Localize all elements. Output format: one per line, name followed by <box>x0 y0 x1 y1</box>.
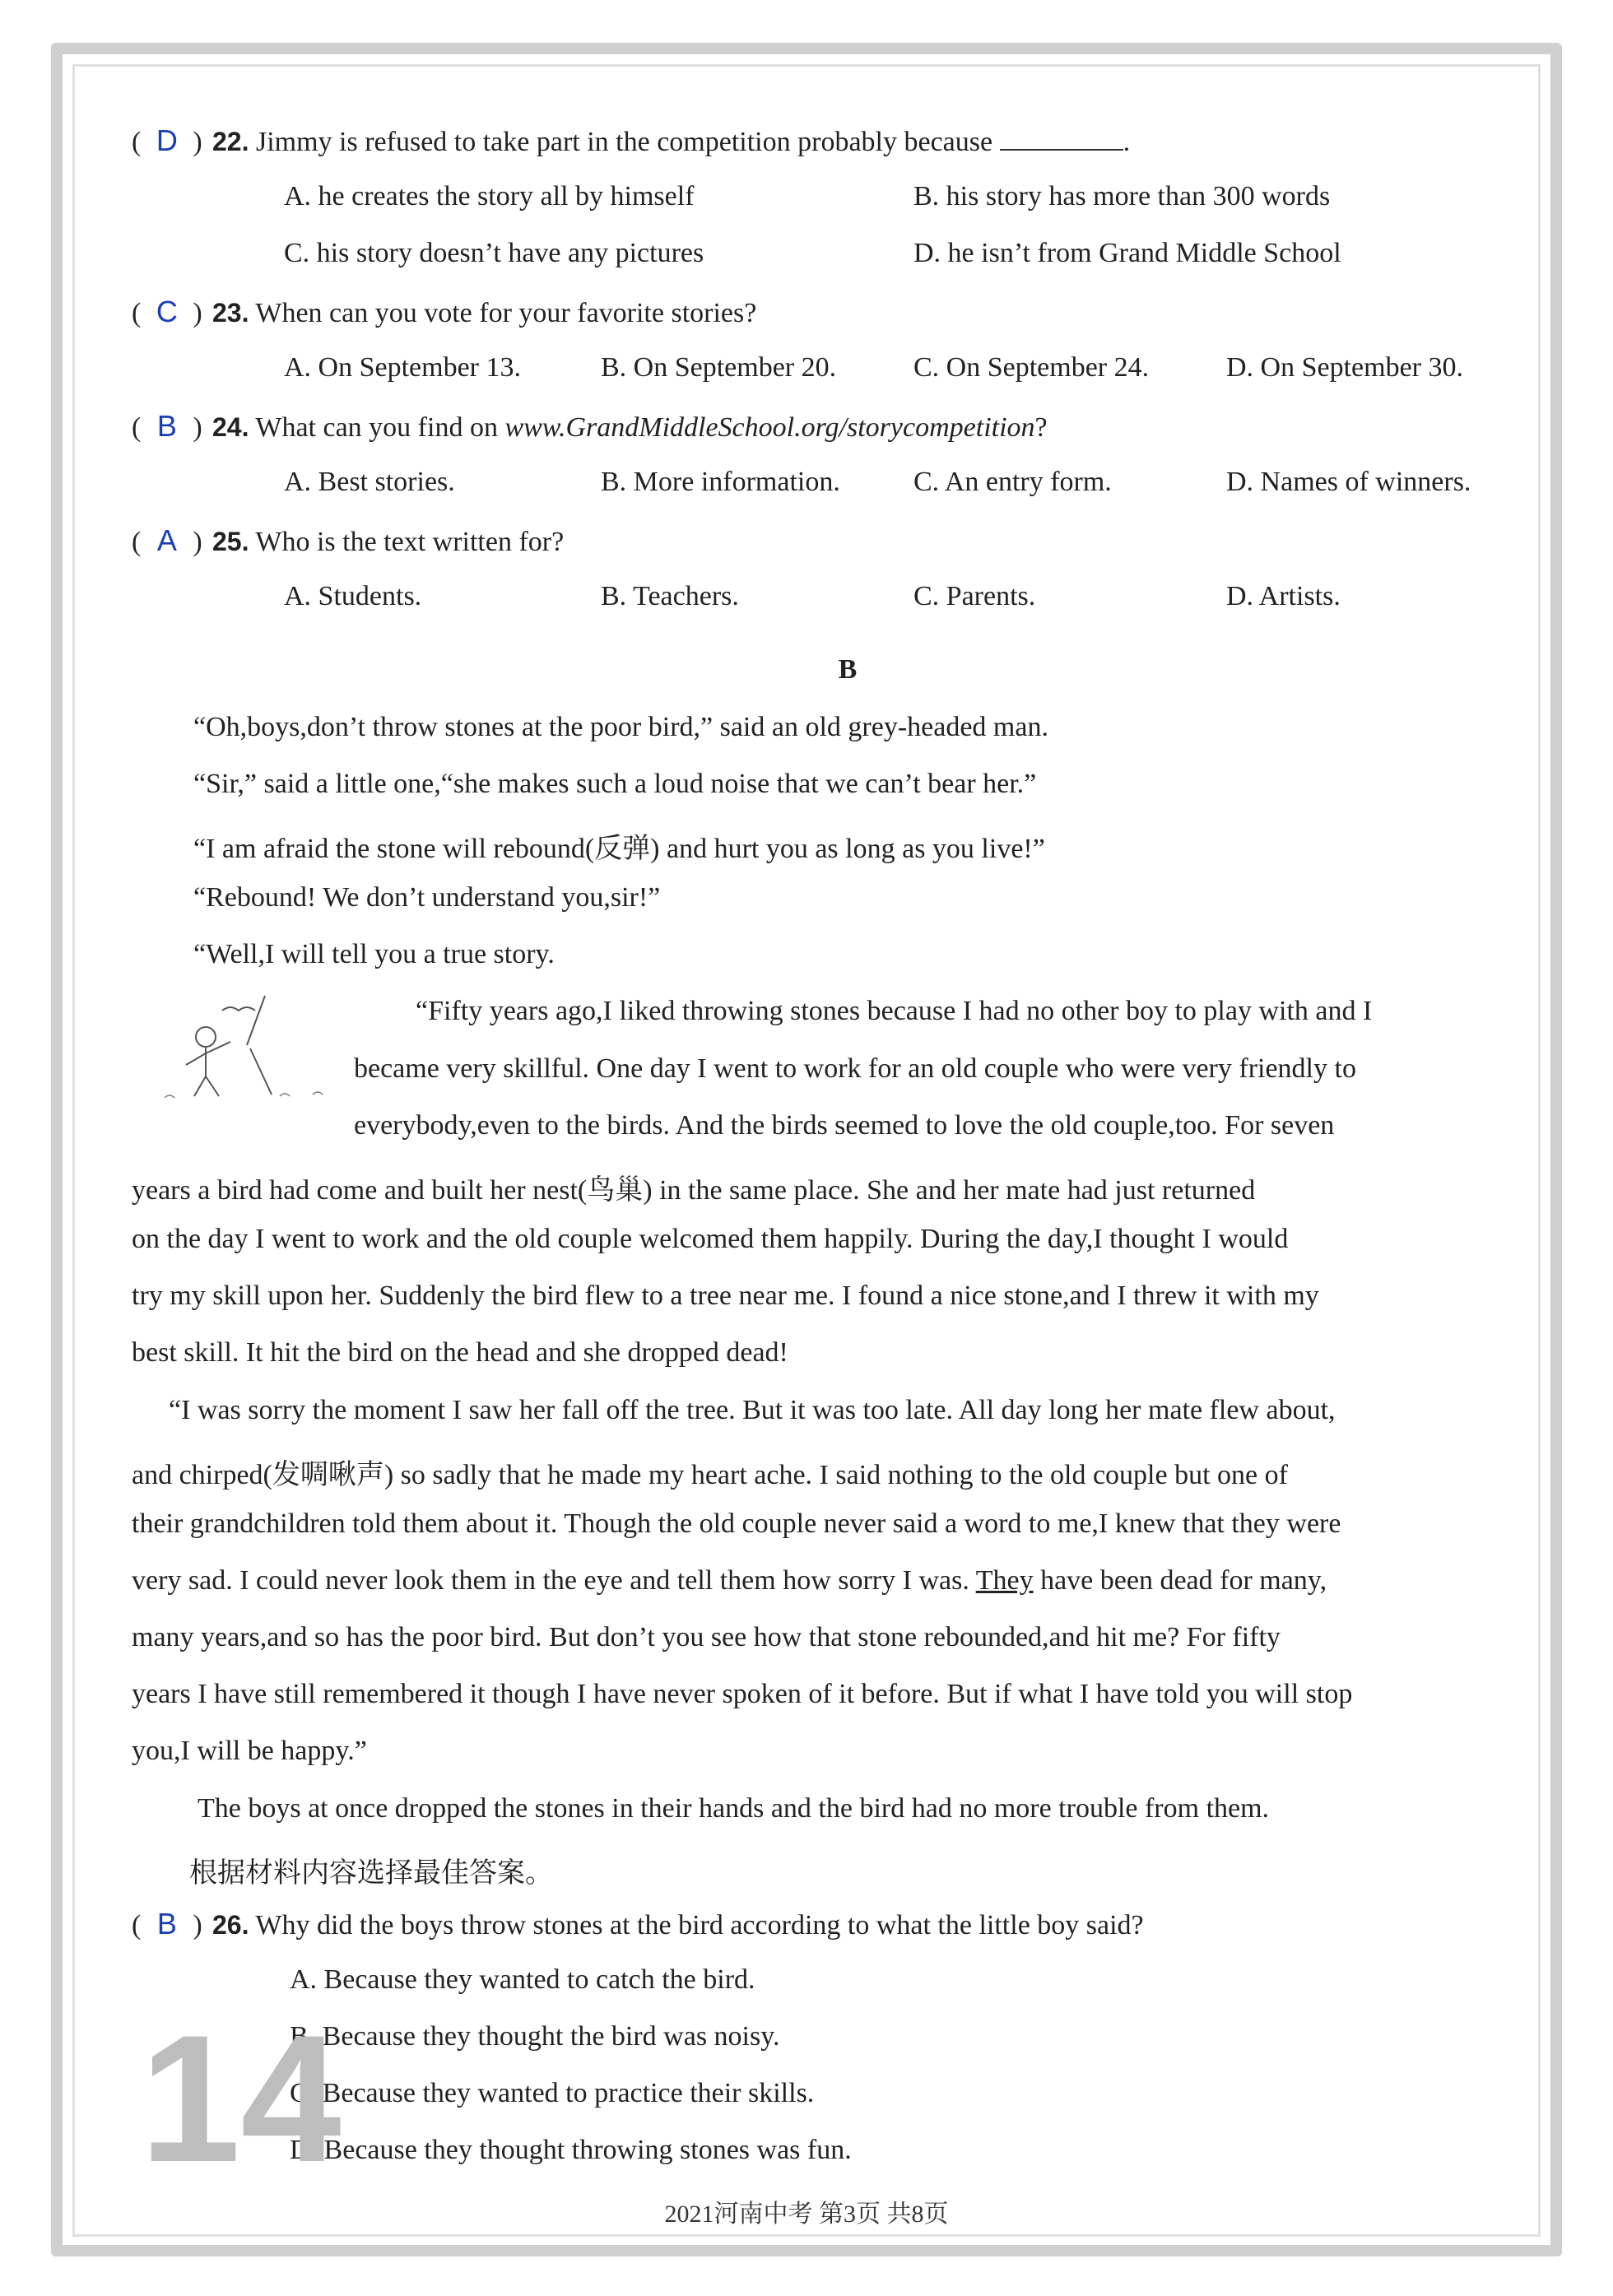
website-url: www.GrandMiddleSchool.org/storycompetition <box>504 412 1035 443</box>
answer-22: D <box>156 123 178 157</box>
option: A. Because they wanted to catch the bird. <box>290 1964 755 1995</box>
question-23: ( C ) 23. When can you vote for your favorite stories? <box>132 295 757 328</box>
question-26: ( B ) 26. Why did the boys throw stones at the bird according to what the little boy said? <box>132 1907 1144 1940</box>
question-stem: Who is the text written for? <box>255 527 565 557</box>
story-line: “I was sorry the moment I saw her fall off the tree. But it was too late. All day long her mate flew about, <box>169 1395 1336 1425</box>
story-line: very sad. I could never look them in the eye and tell them how sorry I was. They have been dead for many, <box>132 1565 1327 1596</box>
answer-24: B <box>156 409 177 443</box>
story-line: years a bird had come and built her nest(鸟巢) in the same place. She and her mate had just returned <box>132 1175 1256 1206</box>
answer-25: A <box>156 523 177 557</box>
option: A. Students. <box>284 581 422 611</box>
story-line: years I have still remembered it though I have never spoken of it before. But if what I have told you will stop <box>132 1679 1353 1709</box>
option: B. Because they thought the bird was noisy. <box>290 2021 780 2052</box>
story-line: best skill. It hit the bird on the head and she dropped dead! <box>132 1337 788 1368</box>
dialog-line: “Rebound! We don’t understand you,sir!” <box>193 882 661 913</box>
story-ending: The boys at once dropped the stones in their hands and the bird had no more trouble from them. <box>198 1793 1270 1824</box>
page-footer: 2021河南中考 第3页 共8页 <box>664 2201 949 2228</box>
story-line: and chirped(发啁啾声) so sadly that he made my heart ache. I said nothing to the old couple but one of <box>132 1460 1288 1490</box>
option: C. Parents. <box>913 581 1036 611</box>
question-25: ( A ) 25. Who is the text written for? <box>132 523 565 557</box>
question-stem: What can you find on <box>255 412 498 443</box>
dialog-line: “Oh,boys,don’t throw stones at the poor bird,” said an old grey-headed man. <box>193 712 1048 742</box>
question-stem: When can you vote for your favorite stories? <box>255 298 757 328</box>
option: A. On September 13. <box>284 352 522 383</box>
answer-23: C <box>156 295 178 328</box>
option: D. Because they thought throwing stones was fun. <box>290 2135 852 2165</box>
dialog-line: “Sir,” said a little one,“she makes such a loud noise that we can’t bear her.” <box>193 769 1037 799</box>
story-line: you,I will be happy.” <box>132 1736 367 1766</box>
story-line: their grandchildren told them about it. Though the old couple never said a word to me,I knew that they were <box>132 1508 1341 1539</box>
story-line: on the day I went to work and the old couple welcomed them happily. During the day,I thought I would <box>132 1224 1289 1254</box>
option: D. he isn’t from Grand Middle School <box>913 238 1341 268</box>
option: D. Names of winners. <box>1226 467 1471 497</box>
dialog-line: “Well,I will tell you a true story. <box>193 939 555 969</box>
option: B. Teachers. <box>601 581 739 611</box>
question-number: 26. <box>212 1910 249 1940</box>
option: D. On September 30. <box>1226 352 1464 383</box>
story-line: many years,and so has the poor bird. But don’t you see how that stone rebounded,and hit me? For fifty <box>132 1622 1281 1652</box>
question-stem: Why did the boys throw stones at the bird according to what the little boy said? <box>255 1910 1144 1940</box>
underlined-word: They <box>975 1565 1034 1596</box>
question-number: 24. <box>212 412 249 442</box>
question-24: ( B ) 24. What can you find on www.GrandMiddleSchool.org/storycompetition? <box>132 409 1048 443</box>
option: B. More information. <box>601 467 840 497</box>
answer-26: B <box>156 1907 177 1940</box>
option: A. he creates the story all by himself <box>284 181 695 211</box>
question-stem: Jimmy is refused to take part in the competition probably because <box>255 127 993 157</box>
question-number: 25. <box>212 527 249 556</box>
answer-blank <box>1000 126 1123 151</box>
option: C. his story doesn’t have any pictures <box>284 238 704 268</box>
question-number: 22. <box>212 127 249 156</box>
option: C. Because they wanted to practice their skills. <box>290 2078 815 2108</box>
option: B. his story has more than 300 words <box>913 181 1331 211</box>
page-number-big: 14 <box>140 1997 342 2200</box>
instruction: 根据材料内容选择最佳答案。 <box>189 1858 553 1889</box>
option: C. An entry form. <box>913 467 1112 497</box>
question-number: 23. <box>212 298 249 328</box>
question-22: ( D ) 22. Jimmy is refused to take part in the competition probably because . <box>132 123 1131 157</box>
story-line: “Fifty years ago,I liked throwing stones because I had no other boy to play with and I <box>416 996 1373 1026</box>
story-line: became very skillful. One day I went to work for an old couple who were very friendly to <box>354 1053 1356 1084</box>
boy-throwing-stone-illustration <box>156 988 362 1103</box>
option: D. Artists. <box>1226 581 1341 611</box>
dialog-line: “I am afraid the stone will rebound(反弹) and hurt you as long as you live!” <box>193 834 1045 864</box>
story-line: try my skill upon her. Suddenly the bird flew to a tree near me. I found a nice stone,and I threw it with my <box>132 1280 1319 1311</box>
option: B. On September 20. <box>601 352 837 383</box>
option: C. On September 24. <box>913 352 1150 383</box>
story-line: everybody,even to the birds. And the birds seemed to love the old couple,too. For seven <box>354 1110 1335 1141</box>
section-title: B <box>838 654 858 685</box>
option: A. Best stories. <box>284 467 455 497</box>
